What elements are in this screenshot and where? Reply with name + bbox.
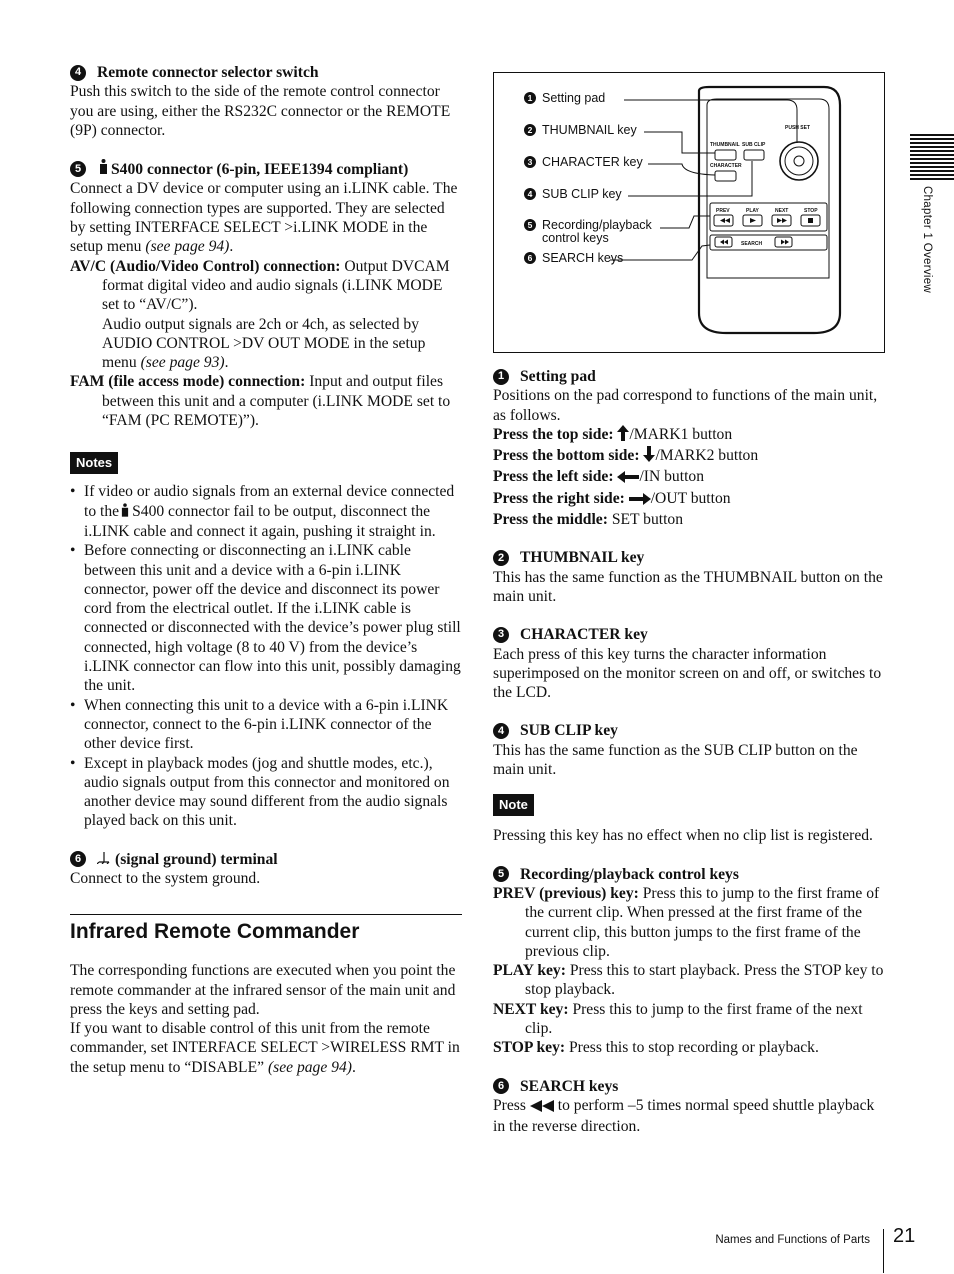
definition-next bbox=[493, 1000, 885, 1039]
section-title: Infrared Remote Commander bbox=[70, 920, 360, 944]
setting-pad-shape bbox=[780, 142, 818, 180]
term: NEXT key: bbox=[493, 1000, 569, 1018]
number-badge: 3 bbox=[524, 156, 536, 168]
section-divider bbox=[70, 914, 462, 915]
next-glyph bbox=[777, 218, 787, 223]
text: /OUT button bbox=[650, 489, 731, 507]
term: FAM (file access mode) connection: bbox=[70, 373, 306, 391]
list-item: • When connecting this unit to a device with a 6-pin i.LINK connector, connect to the 6-pin i.LINK connector of the other device first. bbox=[70, 696, 462, 754]
text: to perform –5 times normal speed shuttle playback in the reverse direction. bbox=[493, 1096, 875, 1136]
heading-text: CHARACTER key bbox=[520, 626, 648, 644]
heading-playback-keys bbox=[493, 865, 885, 884]
pad-top-line bbox=[493, 425, 885, 446]
text: /MARK2 button bbox=[655, 447, 759, 465]
paragraph: This has the same function as the SUB CLIP button on the main unit. bbox=[493, 741, 858, 779]
heading-remote-selector bbox=[70, 63, 462, 82]
heading-subclip-key bbox=[493, 721, 885, 740]
page-ref: (see page 93) bbox=[140, 354, 225, 372]
text: Press this to stop recording or playback. bbox=[568, 1039, 819, 1057]
ilink-icon bbox=[121, 503, 129, 522]
term: Press the left side: bbox=[493, 468, 614, 486]
remote-label-stop: STOP bbox=[804, 208, 818, 214]
text: If you want to disable control of this unit from the remote commander, set INTERFACE SELECT >WIRELESS RMT in the setup menu to “DISABLE” bbox=[70, 1020, 460, 1076]
remote-label-character: CHARACTER bbox=[710, 163, 742, 169]
text: Connect a DV device or computer using an i.LINK cable. The following connection types are supported. They are selected by setting INTERFACE SELECT >i.LINK MODE in the setup menu bbox=[70, 180, 458, 256]
callout-label: SEARCH keys bbox=[542, 251, 624, 265]
paragraph: Each press of this key turns the character information superimposed on the monitor screen on and off, or switches to the LCD. bbox=[493, 645, 882, 702]
note-text: Pressing this key has no effect when no clip list is registered. bbox=[493, 827, 873, 845]
callout-label: Recording/playback control keys bbox=[542, 218, 652, 245]
term: PLAY key: bbox=[493, 962, 566, 980]
prev-glyph bbox=[720, 218, 730, 223]
number-badge: 6 bbox=[70, 851, 86, 867]
remote-label-prev: PREV bbox=[716, 208, 730, 214]
number-badge: 1 bbox=[524, 92, 536, 104]
remote-commander-figure bbox=[493, 72, 885, 353]
leader-search bbox=[610, 245, 710, 260]
number-badge: 3 bbox=[493, 627, 509, 643]
list-item: • Before connecting or disconnecting an i.LINK cable between this unit and a device with a 6-pin i.LINK connector, power off the device and disconnect its power cord from the electrical outlet. If the i.LINK cable is connected or disconnected with the device’s power plug still connected, high voltage (8 to 40 V) from the device’s i.LINK connector can flow into this unit, possibly damaging the unit. bbox=[70, 541, 462, 695]
number-badge: 2 bbox=[493, 550, 509, 566]
text: . bbox=[351, 1058, 356, 1076]
paragraph bbox=[70, 179, 462, 256]
text: SET button bbox=[611, 511, 684, 529]
page-number: 21 bbox=[893, 1225, 916, 1247]
number-badge: 5 bbox=[70, 161, 86, 177]
remote-inner-outline bbox=[707, 99, 829, 278]
arrow-down-icon bbox=[643, 446, 655, 467]
term: STOP key: bbox=[493, 1039, 566, 1057]
remote-label-next: NEXT bbox=[775, 208, 789, 214]
chapter-label: Chapter 1 Overview bbox=[921, 186, 933, 294]
paragraph: Push this switch to the side of the remote control connector you are using, either the RS232C connector or the REMOTE (9P) connector. bbox=[70, 83, 451, 139]
definition-play bbox=[493, 961, 885, 1000]
heading-text: (signal ground) terminal bbox=[115, 850, 278, 868]
leader-thumbnail bbox=[644, 132, 715, 153]
heading-search-keys bbox=[493, 1077, 885, 1096]
paragraph bbox=[70, 1019, 462, 1077]
paragraph: Connect to the system ground. bbox=[70, 869, 261, 887]
callout-label: SUB CLIP key bbox=[542, 187, 622, 201]
heading-thumbnail-key bbox=[493, 548, 885, 567]
number-badge: 4 bbox=[70, 65, 86, 81]
paragraph: The corresponding functions are executed when you point the remote commander at the infrared sensor of the main unit and press the keys and setting pad. bbox=[70, 962, 456, 1018]
callout-label: THUMBNAIL key bbox=[542, 123, 637, 137]
term: AV/C (Audio/Video Control) connection: bbox=[70, 257, 341, 275]
number-badge: 6 bbox=[524, 252, 536, 264]
term: Press the right side: bbox=[493, 489, 625, 507]
play-glyph bbox=[750, 218, 756, 223]
number-badge: 5 bbox=[524, 219, 536, 231]
character-key bbox=[715, 171, 736, 181]
arrow-right-icon bbox=[629, 491, 651, 510]
heading-signal-ground bbox=[70, 850, 462, 869]
text: If video or audio signals from an external device connected to the bbox=[84, 483, 455, 520]
ground-icon bbox=[97, 850, 111, 869]
footer-divider bbox=[883, 1229, 884, 1273]
remote-label-play: PLAY bbox=[746, 208, 759, 214]
heading-text: Remote connector selector switch bbox=[97, 64, 319, 81]
definition-fam bbox=[70, 372, 462, 430]
notes-badge: Notes bbox=[70, 452, 118, 474]
search-fwd-glyph bbox=[781, 240, 789, 245]
page-ref: (see page 94) bbox=[267, 1058, 352, 1076]
definition-stop bbox=[493, 1038, 885, 1057]
note-badge: Note bbox=[493, 794, 534, 816]
heading-s400-connector bbox=[70, 159, 462, 179]
notes-list bbox=[70, 482, 462, 830]
text: Press this to start playback. Press the STOP key to stop playback. bbox=[525, 962, 884, 999]
heading-text: S400 connector (6-pin, IEEE1394 compliant) bbox=[111, 160, 409, 178]
leader-setting-pad bbox=[624, 100, 797, 143]
stop-glyph bbox=[808, 218, 813, 223]
number-badge: 4 bbox=[524, 188, 536, 200]
page-ref: (see page 94) bbox=[145, 238, 230, 256]
search-rev-glyph bbox=[720, 240, 728, 245]
text: S400 connector fail to be output, disconnect the i.LINK cable and connect it again, pushing it straight in. bbox=[84, 502, 436, 540]
chapter-tab-lines bbox=[910, 134, 954, 182]
text: . bbox=[224, 354, 229, 372]
footer-section-label: Names and Functions of Parts bbox=[715, 1234, 870, 1246]
text: Audio output signals are 2ch or 4ch, as selected by AUDIO CONTROL >DV OUT MODE in the setup menu bbox=[102, 315, 426, 372]
definition-prev bbox=[493, 884, 885, 961]
right-column bbox=[493, 367, 885, 1137]
text: Press this to jump to the first frame of the current clip. When pressed at the first frame of the current clip, this button jumps to the first frame of the previous clip. bbox=[525, 884, 880, 960]
leader-playback bbox=[660, 216, 710, 228]
heading-character-key bbox=[493, 625, 885, 644]
text: Input and output files between this unit and a computer (i.LINK MODE set to “FAM (PC REMOTE)”). bbox=[102, 373, 451, 430]
number-badge: 2 bbox=[524, 124, 536, 136]
term: Press the middle: bbox=[493, 511, 608, 529]
pad-bottom-line bbox=[493, 446, 885, 467]
remote-label-thumbnail: THUMBNAIL bbox=[710, 142, 740, 148]
ilink-icon bbox=[99, 159, 108, 179]
paragraph bbox=[70, 315, 462, 373]
arrow-up-icon bbox=[617, 425, 629, 446]
heading-text: SUB CLIP key bbox=[520, 722, 618, 740]
callout-label: Setting pad bbox=[542, 91, 606, 105]
heading-text: Recording/playback control keys bbox=[520, 865, 739, 883]
paragraph: Positions on the pad correspond to functions of the main unit, as follows. bbox=[493, 387, 878, 424]
list-item: • Except in playback modes (jog and shuttle modes, etc.), audio signals output from this connector and monitored on another device may sound different from the audio signals played back on this unit. bbox=[70, 754, 462, 831]
paragraph bbox=[493, 1096, 885, 1137]
number-badge: 1 bbox=[493, 369, 509, 385]
text: Output DVCAM format digital video and audio signals (i.LINK MODE set to “AV/C”). bbox=[102, 257, 450, 314]
pad-right-line bbox=[493, 489, 885, 510]
remote-label-push-set: PUSH SET bbox=[785, 125, 811, 131]
number-badge: 5 bbox=[493, 866, 509, 882]
text: Press this to jump to the first frame of the next clip. bbox=[525, 1000, 863, 1038]
paragraph: This has the same function as the THUMBNAIL button on the main unit. bbox=[493, 568, 883, 605]
remote-label-subclip: SUB CLIP bbox=[742, 142, 766, 148]
remote-label-search: SEARCH bbox=[741, 241, 763, 247]
term: Press the top side: bbox=[493, 425, 614, 443]
thumbnail-key bbox=[715, 150, 736, 160]
heading-text: Setting pad bbox=[520, 368, 596, 385]
term: PREV (previous) key: bbox=[493, 884, 639, 902]
text: /IN button bbox=[639, 468, 704, 486]
arrow-left-icon bbox=[617, 469, 639, 488]
pad-left-line bbox=[493, 467, 885, 488]
text: Press bbox=[493, 1096, 526, 1114]
leader-character bbox=[648, 164, 715, 175]
text: . bbox=[229, 238, 234, 256]
text: /MARK1 button bbox=[629, 425, 733, 443]
term: Press the bottom side: bbox=[493, 447, 640, 465]
subclip-key bbox=[744, 150, 764, 160]
number-badge: 4 bbox=[493, 723, 509, 739]
list-item bbox=[70, 482, 462, 541]
left-column bbox=[70, 63, 462, 1077]
remote-drawing bbox=[494, 73, 884, 352]
heading-setting-pad bbox=[493, 367, 885, 386]
definition-avc bbox=[70, 257, 462, 315]
callout-label: CHARACTER key bbox=[542, 155, 643, 169]
rewind-icon bbox=[530, 1098, 554, 1117]
heading-text: THUMBNAIL key bbox=[520, 549, 645, 567]
heading-text: SEARCH keys bbox=[520, 1077, 619, 1095]
number-badge: 6 bbox=[493, 1078, 509, 1094]
pad-middle-line bbox=[493, 510, 885, 529]
